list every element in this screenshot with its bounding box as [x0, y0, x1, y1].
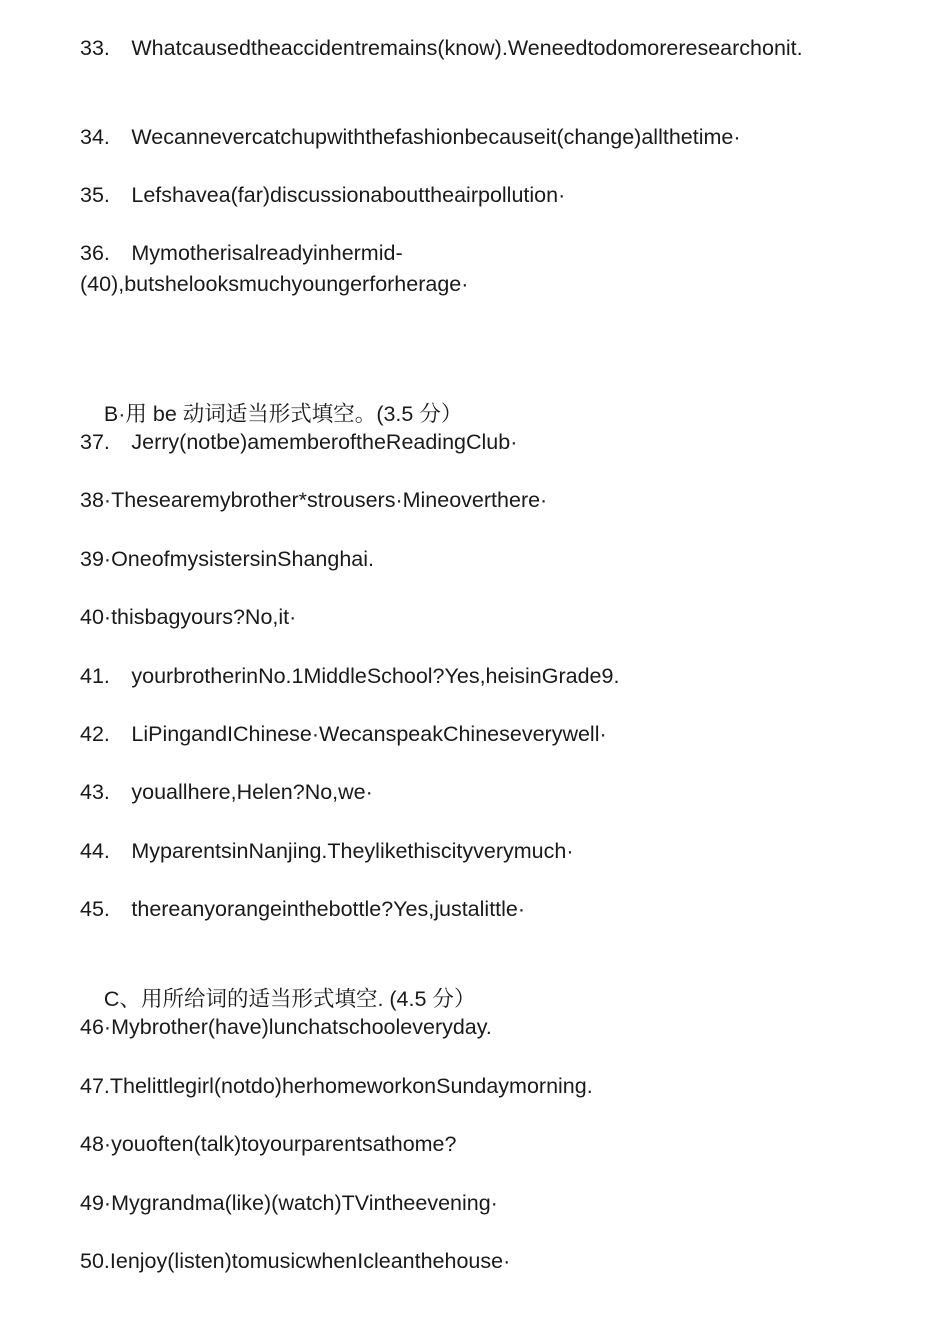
question-39: 39·OneofmysistersinShanghai.	[80, 547, 374, 571]
question-46: 46·Mybrother(have)lunchatschooleveryday.	[80, 1015, 492, 1039]
question-41: 41. yourbrotherinNo.1MiddleSchool?Yes,heisinGrade9.	[80, 664, 620, 688]
question-50: 50.Ienjoy(listen)tomusicwhenIcleanthehouse·	[80, 1249, 511, 1273]
question-33: 33. Whatcausedtheaccidentremains(know).Weneedtodomoreresearchonit.	[80, 36, 803, 60]
question-36: 36. Mymotherisalreadyinhermid- (40),butshelooksmuchyoungerforherage·	[80, 241, 469, 296]
question-47: 47.Thelittlegirl(notdo)herhomeworkonSundaymorning.	[80, 1074, 593, 1098]
section-c-cjk: 用所给词的适当形式填空	[140, 987, 378, 1012]
question-44: 44. MyparentsinNanjing.Theylikethiscityverymuch·	[80, 839, 574, 863]
section-b-close: ）	[440, 402, 463, 427]
section-b-score: (3.5	[376, 402, 420, 426]
section-b-cjk-3: 分	[419, 402, 441, 427]
section-c-score: . (4.5	[377, 987, 433, 1011]
question-48: 48·youoften(talk)toyourparentsathome?	[80, 1132, 457, 1156]
section-b-cjk-2: 动词适当形式填空。	[182, 402, 377, 427]
question-38: 38·Thesearemybrother*strousers·Mineoverthere·	[80, 488, 548, 512]
section-c-close: ）	[453, 987, 476, 1012]
question-37: 37. Jerry(notbe)amemberoftheReadingClub·	[80, 430, 518, 454]
question-42: 42. LiPingandIChinese·WecanspeakChineseverywell·	[80, 722, 607, 746]
question-34: 34. Wecannevercatchupwiththefashionbecauseit(change)allthetime·	[80, 125, 741, 149]
section-b-cjk-1: 用	[125, 402, 147, 427]
question-45: 45. thereanyorangeinthebottle?Yes,justalittle·	[80, 897, 526, 921]
question-43: 43. youallhere,Helen?No,we·	[80, 780, 373, 804]
section-c-prefix: C、	[103, 987, 141, 1011]
section-c-cjk-2: 分	[432, 987, 454, 1012]
question-49: 49·Mygrandma(like)(watch)TVintheevening·	[80, 1191, 498, 1215]
section-b-latin: be	[146, 402, 183, 426]
question-40: 40·thisbagyours?No,it·	[80, 605, 297, 629]
question-35: 35. Lefshavea(far)discussionabouttheairpollution·	[80, 183, 566, 207]
section-b-prefix: B·	[103, 402, 126, 426]
